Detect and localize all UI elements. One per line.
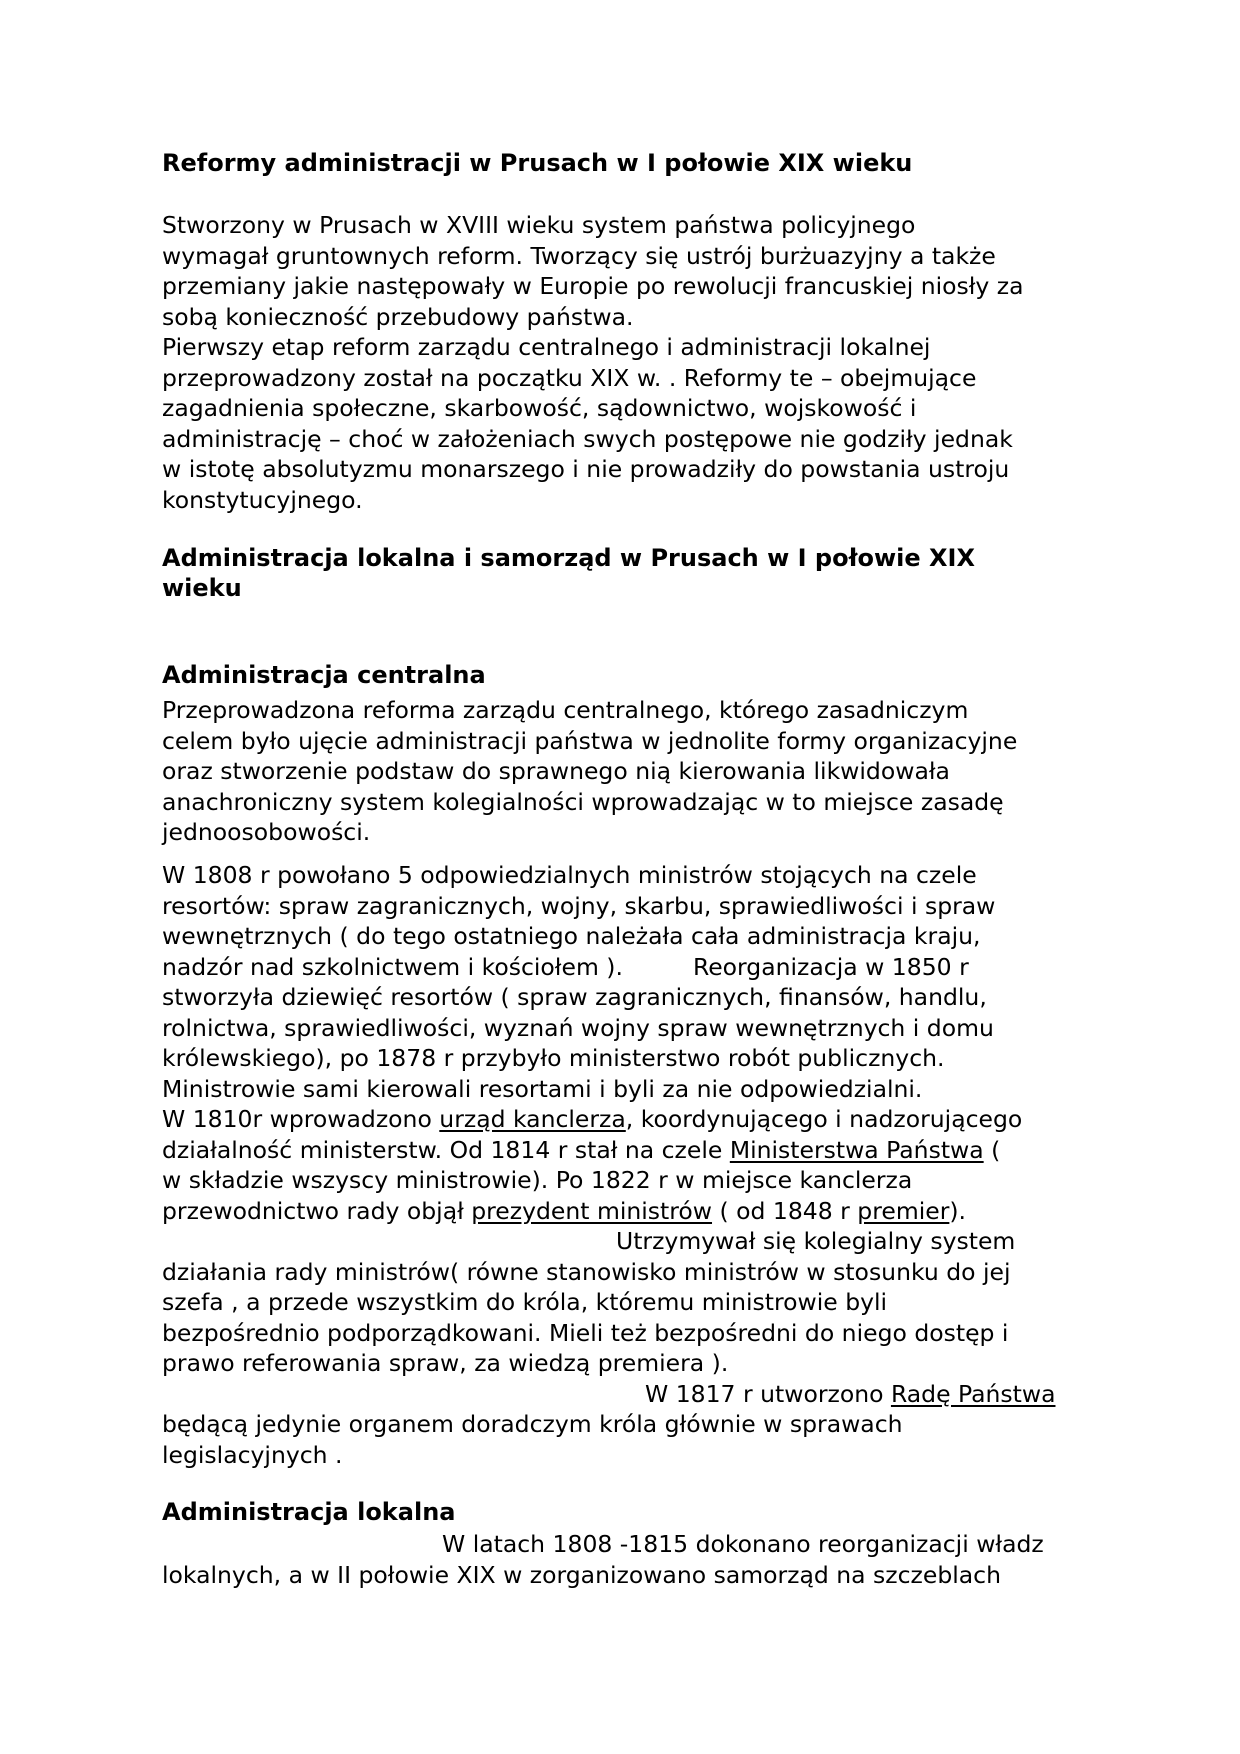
- text-line: rolnictwa, sprawiedliwości, wyznań wojny spraw wewnętrznych i domu: [162, 1013, 994, 1042]
- text-span: działalność ministerstw. Od 1814 r stał na czele: [162, 1135, 730, 1164]
- text-line: będącą jedynie organem doradczym króla głównie w sprawach: [162, 1410, 903, 1438]
- document-title: Reformy administracji w Prusach w I połowie XIX wieku: [162, 149, 913, 177]
- text-line: [162, 1104, 1092, 1135]
- text-span: ).: [949, 1196, 966, 1225]
- text-line: administrację – choć w założeniach swych postępowe nie godziły jednak: [162, 424, 1013, 453]
- text-line: [162, 952, 1092, 983]
- text-line: Pierwszy etap reform zarządu centralnego i administracji lokalnej: [162, 333, 931, 361]
- text-line: wewnętrznych ( do tego ostatniego należała cała administracja kraju,: [162, 922, 981, 950]
- text-line: przemiany jakie następowały w Europie po rewolucji francuskiej niosły za: [162, 272, 1024, 300]
- text-span: przewodnictwo rady objął: [162, 1196, 472, 1225]
- text-line: [162, 1379, 1092, 1410]
- text-line: W 1808 r powołano 5 odpowiedzialnych ministrów stojących na czele: [162, 861, 977, 889]
- text-line: konstytucyjnego.: [162, 485, 363, 514]
- intro-paragraph: [162, 210, 1092, 515]
- heading-line: Administracja lokalna i samorząd w Prusach w I połowie XIX: [162, 544, 975, 572]
- text-line: prawo referowania spraw, za wiedzą premiera ).: [162, 1349, 729, 1377]
- section-heading-local: Administracja lokalna: [162, 1498, 456, 1526]
- text-line: oraz stworzenie podstaw do sprawnego nią kierowania likwidowała: [162, 757, 950, 785]
- text-span: (: [983, 1135, 1001, 1164]
- text-line: lokalnych, a w II połowie XIX w zorganizowano samorząd na szczeblach: [162, 1560, 1001, 1589]
- text-line: sobą konieczność przebudowy państwa.: [162, 302, 634, 331]
- text-line: Stworzony w Prusach w XVIII wieku system państwa policyjnego: [162, 211, 916, 239]
- section-heading-local-government: [162, 543, 975, 603]
- text-line: w składzie wszyscy ministrowie). Po 1822 r w miejsce kanclerza: [162, 1166, 913, 1194]
- text-line: wymagał gruntownych reform. Tworzący się ustrój burżuazyjny a także: [162, 241, 996, 270]
- text-line: szefa , a przede wszystkim do króla, któremu ministrowie byli: [162, 1288, 888, 1316]
- text-line: celem było ujęcie administracji państwa w jednolite formy organizacyjne: [162, 726, 1018, 755]
- text-line: Ministrowie sami kierowali resortami i byli za nie odpowiedzialni.: [162, 1074, 923, 1103]
- link-ministerstwa-panstwa[interactable]: Ministerstwa Państwa: [729, 1135, 984, 1164]
- text-line: [162, 1196, 1092, 1227]
- link-premier[interactable]: premier: [857, 1196, 950, 1225]
- link-rade-panstwa[interactable]: Radę Państwa: [890, 1379, 1056, 1408]
- text-span: ( od 1848 r: [712, 1196, 858, 1225]
- text-line: bezpośrednio podporządkowani. Mieli też bezpośredni do niego dostęp i: [162, 1318, 1009, 1347]
- link-urzad-kanclerza[interactable]: urząd kanclerza: [439, 1105, 626, 1133]
- text-line: resortów: spraw zagranicznych, wojny, skarbu, sprawiedliwości i spraw: [162, 891, 996, 920]
- text-line: [162, 1135, 1092, 1166]
- text-line: Utrzymywał się kolegialny system: [616, 1227, 1016, 1255]
- link-prezydent-ministrow[interactable]: prezydent ministrów: [471, 1196, 713, 1225]
- text-span: W 1817 r utworzono: [645, 1379, 891, 1408]
- text-span: W 1810r wprowadzono: [162, 1105, 440, 1133]
- text-line: W latach 1808 -1815 dokonano reorganizacji władz: [442, 1530, 1044, 1558]
- text-span: nadzór nad szkolnictwem i kościołem ).: [162, 952, 623, 981]
- text-line: legislacyjnych .: [162, 1440, 343, 1469]
- text-line: królewskiego), po 1878 r przybyło ministerstwo robót publicznych.: [162, 1044, 945, 1072]
- text-line: anachroniczny system kolegialności wprowadzając w to miejsce zasadę: [162, 787, 1004, 816]
- text-line: działania rady ministrów( równe stanowisko ministrów w stosunku do jej: [162, 1257, 1011, 1286]
- text-span: Reorganizacja w 1850 r: [692, 952, 969, 981]
- text-line: przeprowadzony został na początku XIX w. . Reformy te – obejmujące: [162, 363, 977, 392]
- central-paragraph-2: [162, 860, 1092, 1470]
- text-line: stworzyła dziewięć resortów ( spraw zagranicznych, finansów, handlu,: [162, 983, 987, 1011]
- text-line: jednoosobowości.: [162, 818, 371, 846]
- text-span: , koordynującego i nadzorującego: [625, 1105, 1023, 1133]
- text-line: Przeprowadzona reforma zarządu centralnego, którego zasadniczym: [162, 696, 969, 724]
- text-line: zagadnienia społeczne, skarbowość, sądownictwo, wojskowość i: [162, 394, 917, 422]
- local-paragraph: [162, 1529, 1092, 1590]
- text-line: w istotę absolutyzmu monarszego i nie prowadziły do powstania ustroju: [162, 455, 1010, 483]
- heading-line: wieku: [162, 574, 242, 602]
- section-heading-central: Administracja centralna: [162, 661, 486, 689]
- central-paragraph-1: [162, 695, 1092, 848]
